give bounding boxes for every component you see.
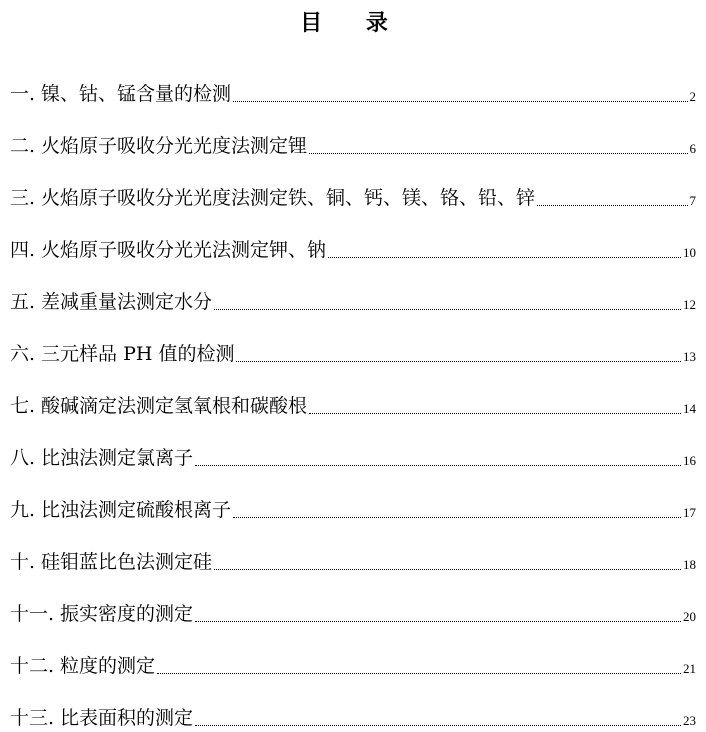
toc-entry[interactable] [10, 576, 696, 628]
table-of-contents [10, 56, 696, 732]
toc-entry-page: 21 [683, 661, 696, 676]
toc-entry[interactable] [10, 524, 696, 576]
toc-title: 目 录 [300, 10, 406, 36]
toc-entry-title: 比表面积的测定 [60, 707, 194, 729]
toc-entry-page: 10 [683, 245, 696, 260]
toc-entry-number: 五. [10, 291, 36, 313]
toc-entry-page: 13 [683, 349, 696, 364]
toc-entry-title: 差减重量法测定水分 [41, 291, 213, 313]
toc-dot-leader [195, 725, 681, 726]
toc-dot-leader [233, 517, 681, 518]
toc-entry-page: 6 [689, 141, 696, 156]
toc-entry-title: 镍、钴、锰含量的检测 [41, 83, 232, 105]
toc-entry-number: 十三. [10, 707, 55, 729]
toc-entry[interactable] [10, 212, 696, 264]
toc-entry-number: 九. [10, 499, 36, 521]
toc-entry-number: 四. [10, 239, 36, 261]
toc-entry-page: 2 [689, 89, 696, 104]
toc-entry[interactable] [10, 472, 696, 524]
toc-entry-page: 12 [683, 297, 696, 312]
toc-entry-number: 六. [10, 343, 36, 365]
toc-entry-number: 三. [10, 187, 36, 209]
toc-entry-number: 八. [10, 447, 36, 469]
toc-dot-leader [195, 465, 681, 466]
toc-entry-page: 7 [689, 193, 696, 208]
toc-entry-number: 七. [10, 395, 36, 417]
toc-dot-leader [195, 621, 681, 622]
toc-dot-leader [309, 153, 687, 154]
toc-entry-title: 酸碱滴定法测定氢氧根和碳酸根 [41, 395, 308, 417]
toc-entry-page: 20 [683, 609, 696, 624]
toc-entry[interactable] [10, 628, 696, 680]
toc-entry[interactable] [10, 316, 696, 368]
toc-entry-title: 振实密度的测定 [60, 603, 194, 625]
toc-entry[interactable] [10, 680, 696, 732]
toc-entry-number: 十一. [10, 603, 55, 625]
toc-entry-page: 23 [683, 713, 696, 728]
toc-entry-title: 火焰原子吸收分光光法测定钾、钠 [41, 239, 327, 261]
toc-entry-page: 16 [683, 453, 696, 468]
toc-entry-number: 十. [10, 551, 36, 573]
toc-dot-leader [214, 309, 681, 310]
toc-entry-title: 火焰原子吸收分光光度法测定铁、铜、钙、镁、铬、铅、锌 [41, 187, 536, 209]
toc-entry-page: 14 [683, 401, 696, 416]
toc-entry-title: 粒度的测定 [60, 655, 156, 677]
toc-entry-number: 十二. [10, 655, 55, 677]
toc-entry-page: 18 [683, 557, 696, 572]
toc-entry[interactable] [10, 160, 696, 212]
toc-entry[interactable] [10, 420, 696, 472]
toc-entry-title: 硅钼蓝比色法测定硅 [41, 551, 213, 573]
toc-entry[interactable] [10, 264, 696, 316]
toc-entry-number: 二. [10, 135, 36, 157]
toc-dot-leader [328, 257, 681, 258]
toc-entry[interactable] [10, 56, 696, 108]
toc-dot-leader [236, 361, 681, 362]
toc-entry[interactable] [10, 368, 696, 420]
toc-dot-leader [214, 569, 681, 570]
toc-dot-leader [309, 413, 681, 414]
toc-dot-leader [233, 101, 687, 102]
toc-entry-title: 火焰原子吸收分光光度法测定锂 [41, 135, 308, 157]
toc-dot-leader [157, 673, 681, 674]
toc-entry-title: 比浊法测定硫酸根离子 [41, 499, 232, 521]
toc-entry-title: 比浊法测定氯离子 [41, 447, 194, 469]
toc-entry-number: 一. [10, 83, 36, 105]
toc-entry-title: 三元样品 PH 值的检测 [41, 343, 235, 365]
toc-entry[interactable] [10, 108, 696, 160]
toc-entry-page: 17 [683, 505, 696, 520]
toc-dot-leader [537, 205, 687, 206]
